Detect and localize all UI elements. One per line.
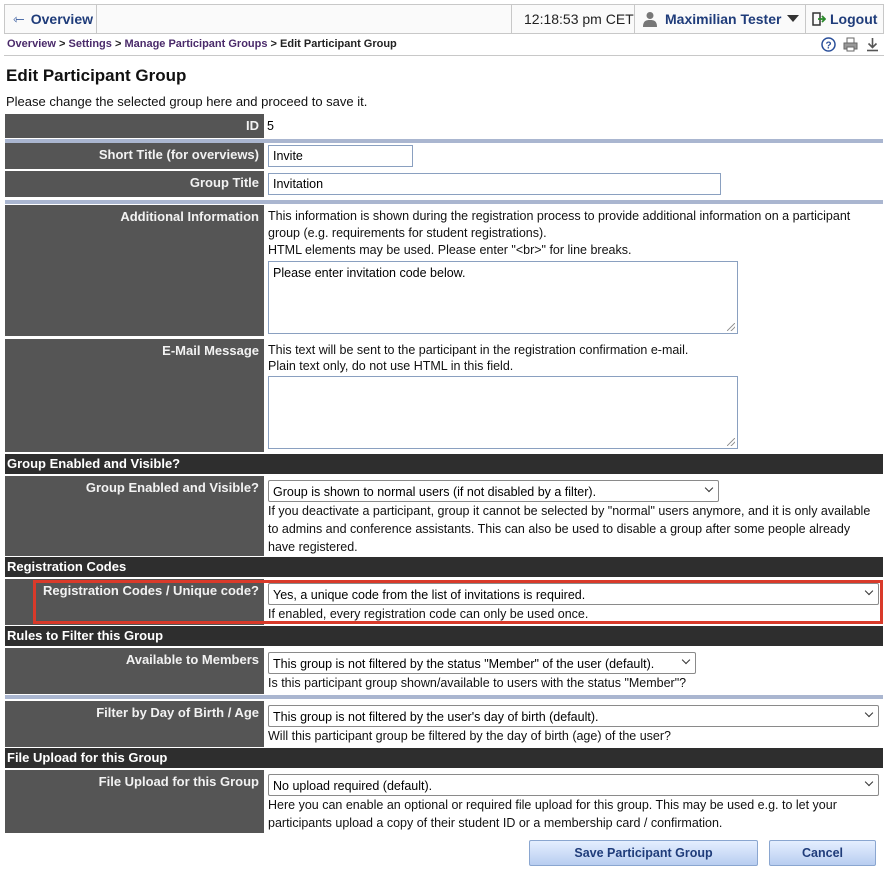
additional-info-cell xyxy=(267,205,883,336)
section-rules: Rules to Filter this Group xyxy=(5,626,883,646)
additional-info-html-note: HTML elements may be used. Please enter "<br>" for line breaks. xyxy=(268,243,632,257)
birth-label: Filter by Day of Birth / Age xyxy=(5,701,264,747)
form-row-email-message xyxy=(5,339,883,452)
short-title-label: Short Title (for overviews) xyxy=(5,143,264,169)
id-label: ID xyxy=(5,114,264,138)
members-help: Is this participant group shown/available to users with the status "Member"? xyxy=(268,676,687,690)
breadcrumb-current: Edit Participant Group xyxy=(280,38,397,50)
section-file-upload: File Upload for this Group xyxy=(5,748,883,768)
additional-info-label: Additional Information xyxy=(5,205,264,336)
user-name: Maximilian Tester xyxy=(665,11,782,27)
id-value: 5 xyxy=(267,114,883,138)
birth-select[interactable] xyxy=(268,705,879,727)
section-registration-codes: Registration Codes xyxy=(5,557,883,577)
logout-label: Logout xyxy=(830,11,878,27)
help-icon[interactable] xyxy=(821,37,836,52)
user-icon xyxy=(643,11,657,27)
chevron-down-icon xyxy=(682,656,690,664)
breadcrumb-overview[interactable]: Overview xyxy=(7,38,56,50)
logout-icon xyxy=(812,12,826,26)
form-row-id xyxy=(5,114,883,138)
breadcrumb-separator: > xyxy=(58,38,66,50)
server-time: 12:18:53 pm CET xyxy=(512,5,635,33)
upload-cell xyxy=(267,770,883,833)
chevron-down-icon xyxy=(705,484,713,492)
upload-select[interactable] xyxy=(268,774,879,796)
breadcrumb-separator: > xyxy=(114,38,122,50)
additional-info-help: This information is shown during the registration process to provide additional information on a participant group (e.g. requirements for student registrations). xyxy=(268,209,851,240)
form-row-upload xyxy=(5,770,883,833)
overview-label: Overview xyxy=(30,11,93,27)
upload-label: File Upload for this Group xyxy=(5,770,264,833)
section-group-enabled: Group Enabled and Visible? xyxy=(5,454,883,474)
upload-selected: No upload required (default). xyxy=(273,779,433,793)
codes-help: If enabled, every registration code can only be used once. xyxy=(268,607,589,621)
page-tools xyxy=(821,37,881,53)
resize-grip-icon[interactable] xyxy=(727,438,735,446)
birth-selected: This group is not filtered by the user's day of birth (default). xyxy=(273,710,599,724)
members-select[interactable] xyxy=(268,652,696,674)
logout-button[interactable] xyxy=(806,5,884,33)
members-selected: This group is not filtered by the status "Member" of the user (default). xyxy=(273,657,655,671)
form-divider xyxy=(5,200,883,204)
top-bar xyxy=(4,4,884,34)
additional-info-text: Please enter invitation code below. xyxy=(273,266,466,280)
email-message-textarea[interactable] xyxy=(268,376,738,449)
breadcrumb-settings[interactable]: Settings xyxy=(68,38,112,50)
form-divider xyxy=(5,695,883,699)
cancel-button[interactable]: Cancel xyxy=(769,840,876,866)
breadcrumb-separator: > xyxy=(270,38,277,50)
group-title-cell xyxy=(267,171,883,197)
email-message-cell xyxy=(267,339,883,452)
resize-grip-icon[interactable] xyxy=(727,323,735,331)
enabled-selected: Group is shown to normal users (if not disabled by a filter). xyxy=(273,485,597,499)
short-title-cell xyxy=(267,143,883,169)
birth-cell xyxy=(267,701,883,747)
back-arrow-icon: ⇽ xyxy=(13,11,25,27)
chevron-down-icon xyxy=(787,15,799,22)
save-button[interactable]: Save Participant Group xyxy=(529,840,758,866)
page-title: Edit Participant Group xyxy=(6,66,187,85)
codes-selected: Yes, a unique code from the list of invitations is required. xyxy=(273,588,586,602)
form-row-members xyxy=(5,648,883,694)
user-menu[interactable] xyxy=(635,5,806,33)
enabled-select[interactable] xyxy=(268,480,719,502)
svg-text:?: ? xyxy=(825,40,832,52)
group-title-input[interactable] xyxy=(268,173,721,195)
additional-info-textarea[interactable] xyxy=(268,261,738,334)
group-title-label: Group Title xyxy=(5,171,264,197)
upload-help: Here you can enable an optional or required file upload for this group. This may be used e.g. to let your participants upload a copy of their student ID or a membership card / confirmation. xyxy=(268,798,837,830)
print-icon[interactable] xyxy=(843,37,858,52)
form-row-birth xyxy=(5,701,883,747)
email-message-help: This text will be sent to the participant in the registration confirmation e-mail. xyxy=(268,343,689,357)
members-label: Available to Members xyxy=(5,648,264,694)
members-cell xyxy=(267,648,883,694)
breadcrumb xyxy=(7,38,397,50)
form-row-short-title xyxy=(5,143,883,169)
overview-link[interactable] xyxy=(5,5,97,33)
short-title-input[interactable] xyxy=(268,145,413,167)
email-message-label: E-Mail Message xyxy=(5,339,264,452)
page-intro: Please change the selected group here and proceed to save it. xyxy=(6,94,368,109)
enabled-help: If you deactivate a participant, group it cannot be selected by "normal" users anymore, and it is only available to admins and conference assistants. This can also be used to disable a group after some people already have registered. xyxy=(268,504,871,554)
download-icon[interactable] xyxy=(865,37,880,52)
header-divider xyxy=(4,55,884,56)
form-row-additional-info xyxy=(5,205,883,336)
chevron-down-icon xyxy=(865,709,873,717)
enabled-cell xyxy=(267,476,883,556)
birth-help: Will this participant group be filtered by the day of birth (age) of the user? xyxy=(268,729,671,743)
top-bar-spacer xyxy=(97,5,512,33)
chevron-down-icon xyxy=(865,778,873,786)
email-message-note: Plain text only, do not use HTML in this field. xyxy=(268,359,514,373)
form-row-group-title xyxy=(5,171,883,197)
highlight-box xyxy=(33,580,883,624)
form-row-enabled xyxy=(5,476,883,556)
breadcrumb-manage-groups[interactable]: Manage Participant Groups xyxy=(124,38,268,50)
codes-label: Registration Codes / Unique code? xyxy=(5,579,264,625)
enabled-label: Group Enabled and Visible? xyxy=(5,476,264,556)
